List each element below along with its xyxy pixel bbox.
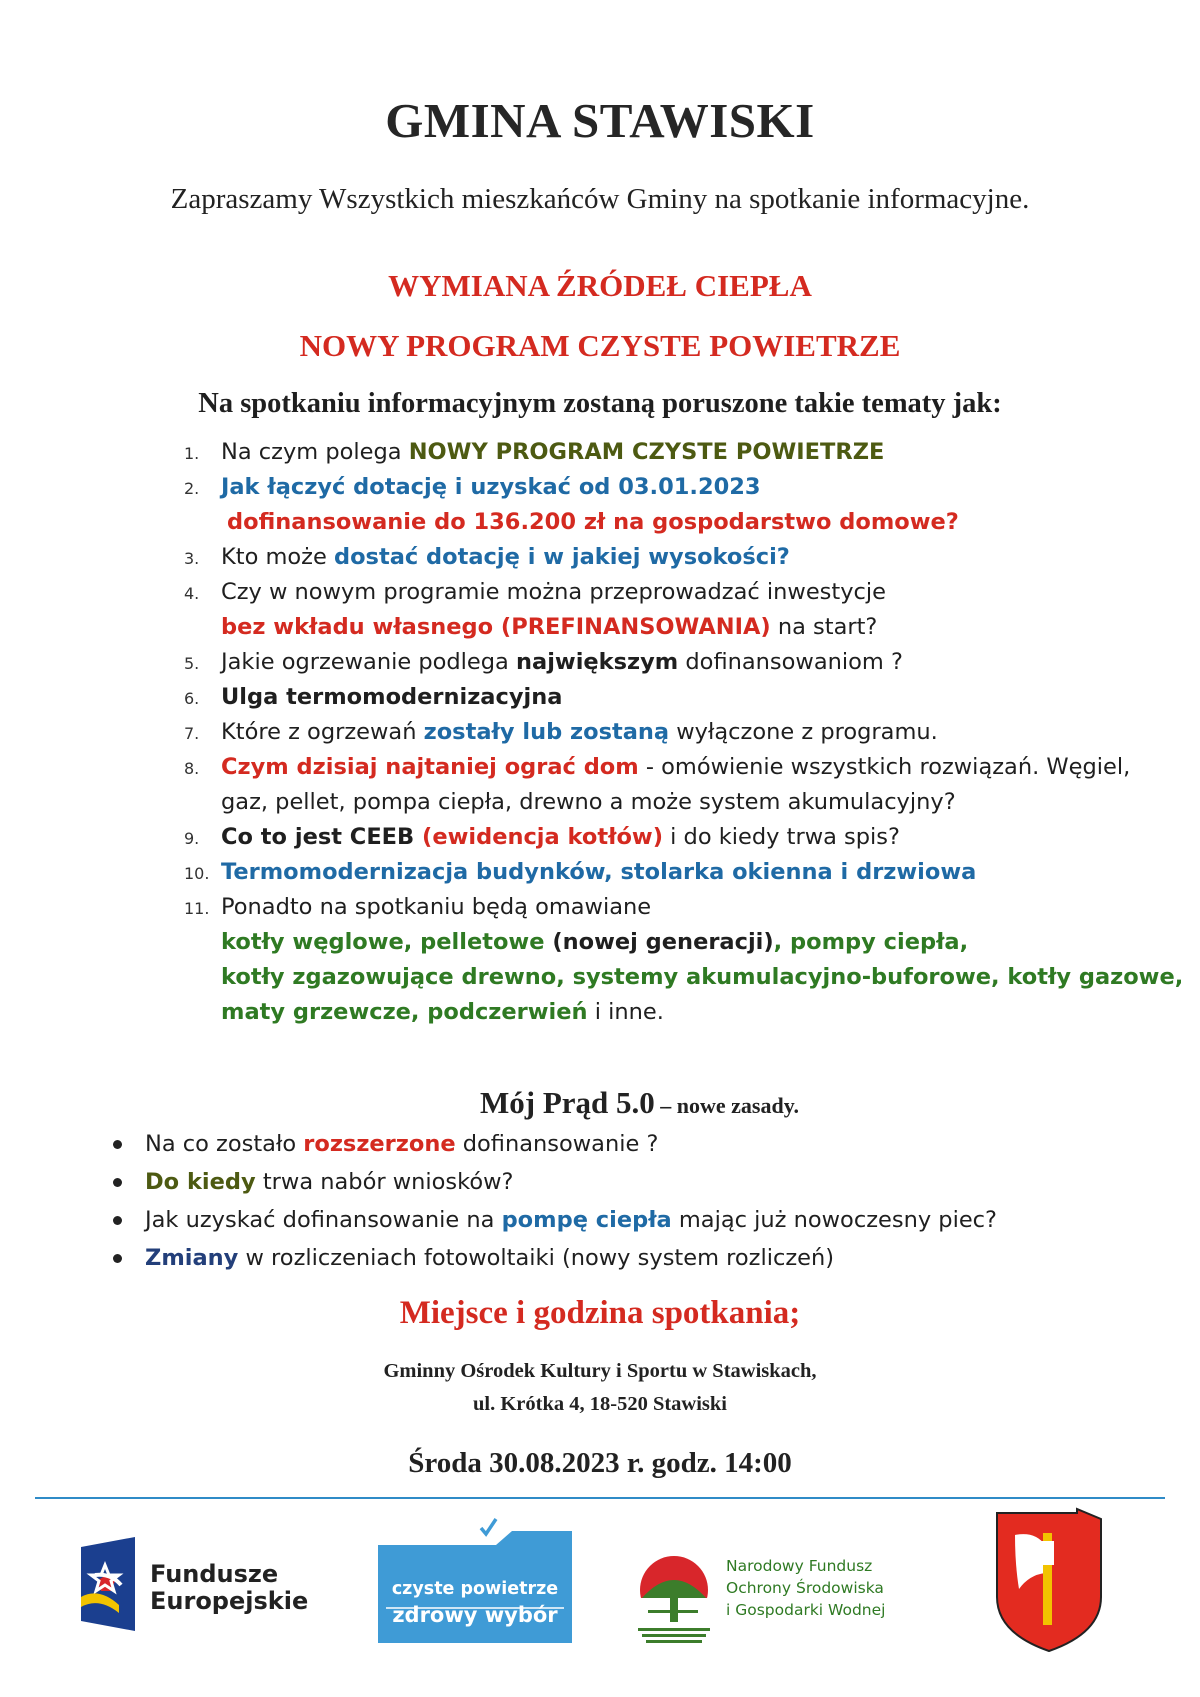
topic-item bbox=[184, 575, 1200, 645]
moj-prad-subtitle: – nowe zasady. bbox=[654, 1093, 800, 1118]
topic-text: Kto może bbox=[221, 544, 334, 570]
topic-highlight: NOWY PROGRAM CZYSTE POWIETRZE bbox=[408, 439, 885, 465]
footer-divider bbox=[35, 1497, 1165, 1499]
topic-highlight: kotły zgazowujące drewno, systemy akumulacyjno-buforowe, kotły gazowe, bbox=[221, 964, 1184, 990]
bullet-text: Jak uzyskać dofinansowanie na bbox=[145, 1207, 502, 1233]
moj-prad-bullets bbox=[0, 1125, 1200, 1277]
bullet-dot-icon bbox=[113, 1140, 122, 1149]
nf-line-3: i Gospodarki Wodnej bbox=[726, 1601, 886, 1619]
bullet-item bbox=[145, 1239, 1200, 1277]
bullet-text: dofinansowanie ? bbox=[455, 1131, 659, 1157]
topic-highlight: Termomodernizacja budynków, stolarka okienna i drzwiowa bbox=[221, 859, 977, 885]
bullet-text: w rozliczeniach fotowoltaiki (nowy system rozliczeń) bbox=[238, 1245, 835, 1271]
topic-highlight: kotły węglowe, pelletowe bbox=[221, 929, 553, 955]
topics-list bbox=[0, 435, 1200, 1030]
topic-item bbox=[184, 855, 1200, 890]
cp-line-1: czyste powietrze bbox=[391, 1579, 559, 1599]
topic-text: Jakie ogrzewanie podlega bbox=[221, 649, 516, 675]
bullet-highlight: Do kiedy bbox=[145, 1169, 256, 1195]
topic-highlight: Jak łączyć dotację i uzyskać od 03.01.2023 bbox=[221, 474, 761, 500]
czyste-powietrze-text bbox=[378, 1576, 572, 1628]
nfosigw-text bbox=[726, 1555, 885, 1621]
topic-text: Które z ogrzewań bbox=[221, 719, 424, 745]
axe-shield-icon bbox=[985, 1505, 1115, 1655]
czyste-powietrze-logo bbox=[378, 1515, 578, 1645]
bullet-text: trwa nabór wniosków? bbox=[255, 1169, 514, 1195]
topic-highlight: Co to jest CEEB bbox=[221, 824, 423, 850]
topic-number: 2. bbox=[184, 479, 200, 498]
bullet-item bbox=[145, 1125, 1200, 1163]
topic-item bbox=[184, 645, 1200, 680]
topic-text: i do kiedy trwa spis? bbox=[663, 824, 900, 850]
topic-item bbox=[184, 890, 1200, 1030]
topic-number: 4. bbox=[184, 584, 200, 603]
topic-number: 8. bbox=[184, 759, 200, 778]
topic-number: 6. bbox=[184, 689, 200, 708]
topic-text: i inne. bbox=[587, 999, 664, 1025]
topic-number: 7. bbox=[184, 724, 200, 743]
nf-line-1: Narodowy Fundusz bbox=[726, 1557, 873, 1575]
topic-number: 10. bbox=[184, 864, 210, 883]
topic-number: 9. bbox=[184, 829, 200, 848]
topic-text: wyłączone z programu. bbox=[669, 719, 938, 745]
topic-text: Czy w nowym programie można przeprowadzać inwestycje bbox=[221, 579, 887, 605]
topic-highlight: dostać dotację i w jakiej wysokości? bbox=[333, 544, 790, 570]
topic-highlight: (nowej generacji) bbox=[552, 929, 774, 955]
topic-number: 3. bbox=[184, 549, 200, 568]
address-line-1: Gminny Ośrodek Kultury i Sportu w Stawiskach, bbox=[383, 1360, 817, 1382]
cp-line-2: zdrowy wybór bbox=[392, 1603, 558, 1627]
topic-text: - omówienie wszystkich rozwiązań. Węgiel, bbox=[638, 754, 1131, 780]
tree-sun-icon bbox=[630, 1550, 720, 1650]
topic-text: gaz, pellet, pompa ciepła, drewno a może system akumulacyjny? bbox=[221, 789, 956, 815]
topic-highlight: dofinansowanie do 136.200 zł na gospodarstwo domowe? bbox=[227, 509, 959, 535]
bullet-dot-icon bbox=[113, 1254, 122, 1263]
bullet-dot-icon bbox=[113, 1216, 122, 1225]
bullet-text: Na co zostało bbox=[145, 1131, 304, 1157]
topic-item bbox=[184, 820, 1200, 855]
nfosigw-logo bbox=[630, 1550, 920, 1650]
headline-heat-sources: WYMIANA ŹRÓDEŁ CIEPŁA bbox=[388, 268, 812, 303]
topic-text: na start? bbox=[770, 614, 878, 640]
topic-text: dofinansowaniom ? bbox=[678, 649, 903, 675]
meeting-place-heading: Miejsce i godzina spotkania; bbox=[399, 1295, 801, 1331]
fe-line-1: Fundusze bbox=[150, 1560, 279, 1588]
topic-number: 1. bbox=[184, 444, 200, 463]
fe-line-2: Europejskie bbox=[150, 1587, 309, 1615]
address-line-2: ul. Krótka 4, 18-520 Stawiski bbox=[473, 1393, 727, 1415]
topic-highlight: , pompy ciepła, bbox=[773, 929, 969, 955]
bullet-item bbox=[145, 1201, 1200, 1239]
topic-number: 5. bbox=[184, 654, 200, 673]
coat-of-arms-logo bbox=[985, 1505, 1115, 1655]
topic-item bbox=[184, 435, 1200, 470]
topic-item bbox=[184, 750, 1200, 820]
moj-prad-heading bbox=[480, 1085, 799, 1121]
topic-highlight: Ulga termomodernizacyjna bbox=[221, 684, 563, 710]
invitation-text: Zapraszamy Wszystkich mieszkańców Gminy na spotkanie informacyjne. bbox=[170, 183, 1030, 215]
fundusze-europejskie-logo bbox=[75, 1535, 335, 1635]
topic-highlight: (ewidencja kotłów) bbox=[422, 824, 663, 850]
bullet-highlight: pompę ciepła bbox=[501, 1207, 672, 1233]
topic-highlight: największym bbox=[516, 649, 679, 675]
eu-flag-icon bbox=[75, 1535, 147, 1635]
topic-item bbox=[184, 470, 1200, 540]
topic-item bbox=[184, 540, 1200, 575]
topics-intro: Na spotkaniu informacyjnym zostaną poruszone takie tematy jak: bbox=[198, 388, 1002, 419]
topic-highlight: Czym dzisiaj najtaniej ograć dom bbox=[221, 754, 639, 780]
topic-item bbox=[184, 715, 1200, 750]
topic-item bbox=[184, 680, 1200, 715]
meeting-date: Środa 30.08.2023 r. godz. 14:00 bbox=[408, 1447, 792, 1479]
topic-highlight: maty grzewcze, podczerwień bbox=[221, 999, 588, 1025]
page-title: GMINA STAWISKI bbox=[385, 93, 815, 148]
bullet-highlight: rozszerzone bbox=[303, 1131, 456, 1157]
nf-line-2: Ochrony Środowiska bbox=[726, 1579, 884, 1597]
topic-text: Na czym polega bbox=[221, 439, 409, 465]
moj-prad-title: Mój Prąd 5.0 bbox=[480, 1085, 655, 1120]
topic-text: Ponadto na spotkaniu będą omawiane bbox=[221, 894, 652, 920]
bullet-item bbox=[145, 1163, 1200, 1201]
topic-highlight: zostały lub zostaną bbox=[423, 719, 670, 745]
topic-highlight: bez wkładu własnego (PREFINANSOWANIA) bbox=[221, 614, 771, 640]
topic-number: 11. bbox=[184, 899, 210, 918]
bullet-highlight: Zmiany bbox=[145, 1245, 239, 1271]
fundusze-europejskie-text bbox=[150, 1561, 308, 1615]
headline-program: NOWY PROGRAM CZYSTE POWIETRZE bbox=[299, 328, 901, 363]
bullet-text: mając już nowoczesny piec? bbox=[671, 1207, 997, 1233]
bullet-dot-icon bbox=[113, 1178, 122, 1187]
